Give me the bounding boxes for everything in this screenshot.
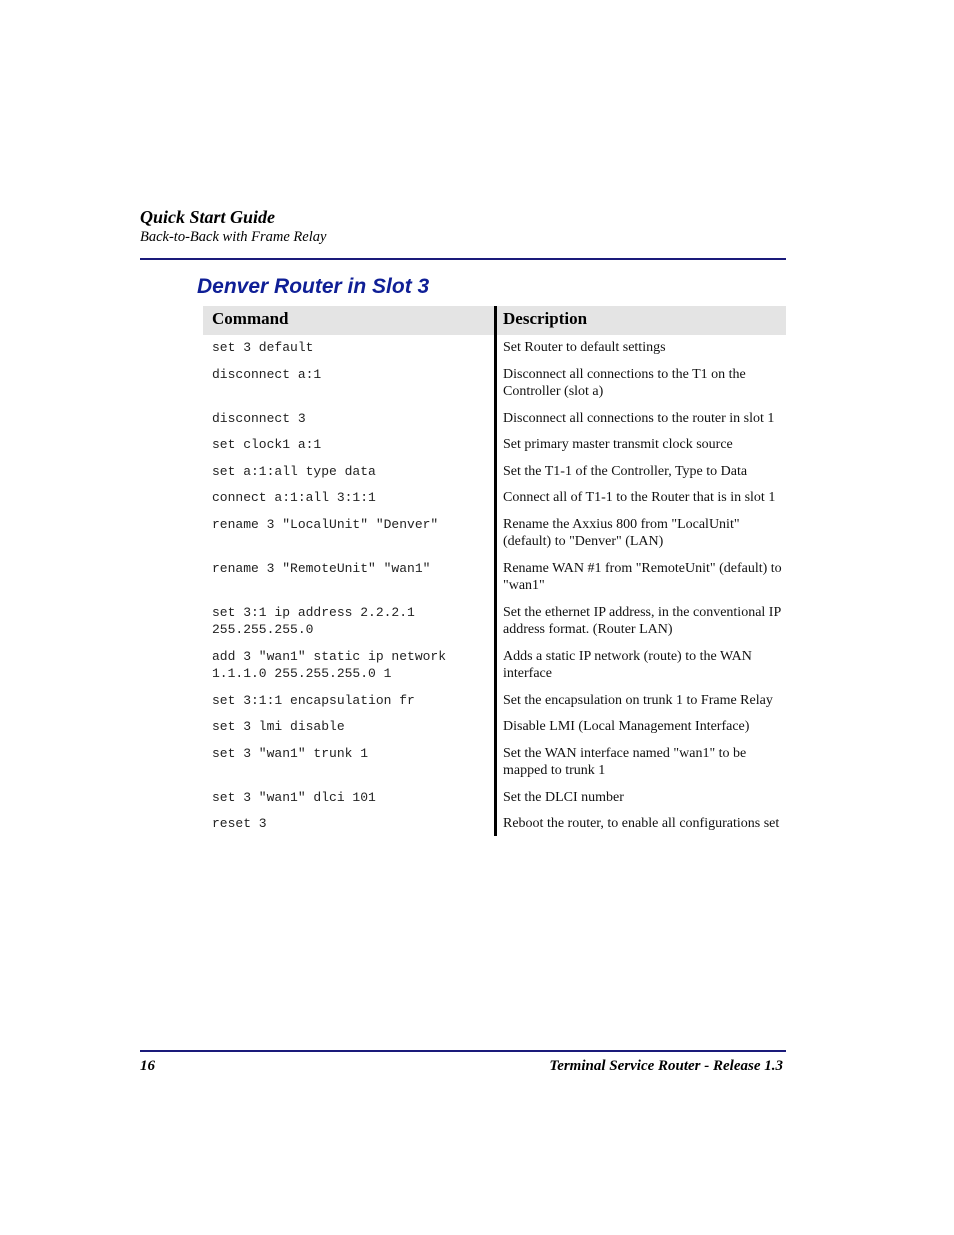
description-cell: Rename WAN #1 from "RemoteUnit" (default) to "wan1": [503, 560, 782, 593]
command-cell: connect a:1:all 3:1:1: [212, 490, 376, 505]
command-cell: rename 3 "RemoteUnit" "wan1": [212, 560, 431, 576]
command-cell: set 3 lmi disable: [212, 719, 345, 734]
footer-rule: [140, 1050, 786, 1052]
description-cell: Set the ethernet IP address, in the conventional IP address format. (Router LAN): [503, 604, 781, 637]
command-cell: set 3 default: [212, 340, 314, 355]
command-cell: set clock1 a:1: [212, 437, 322, 452]
description-cell: Set the WAN interface named "wan1" to be mapped to trunk 1: [503, 745, 747, 778]
description-cell: Disconnect all connections to the router in slot 1: [503, 410, 775, 426]
column-header-description: Description: [503, 309, 588, 328]
header-subtitle: Back-to-Back with Frame Relay: [140, 229, 327, 245]
command-cell: add 3 "wan1" static ip network 1.1.1.0 255.255.255.0 1: [212, 648, 454, 681]
description-cell: Disable LMI (Local Management Interface): [503, 719, 750, 734]
page-number: 16: [140, 1058, 155, 1074]
footer-doc-title: Terminal Service Router - Release 1.3: [549, 1058, 783, 1074]
description-cell: Set the DLCI number: [503, 789, 624, 805]
description-cell: Rename the Axxius 800 from "LocalUnit" (default) to "Denver" (LAN): [503, 516, 740, 549]
command-cell: set 3 "wan1" trunk 1: [212, 745, 369, 761]
command-cell: set a:1:all type data: [212, 463, 376, 479]
command-cell: reset 3: [212, 816, 267, 831]
header-rule: [140, 258, 786, 260]
command-cell: disconnect a:1: [212, 366, 322, 382]
command-cell: rename 3 "LocalUnit" "Denver": [212, 516, 439, 532]
command-cell: disconnect 3: [212, 410, 306, 426]
description-cell: Set the T1-1 of the Controller, Type to Data: [503, 463, 748, 479]
section-title: Denver Router in Slot 3: [197, 275, 430, 298]
command-cell: set 3:1 ip address 2.2.2.1 255.255.255.0: [212, 604, 423, 637]
description-cell: Connect all of T1-1 to the Router that is in slot 1: [503, 490, 776, 505]
column-divider: [494, 306, 497, 836]
header-title: Quick Start Guide: [140, 207, 276, 227]
description-cell: Adds a static IP network (route) to the WAN interface: [503, 648, 752, 681]
description-cell: Set primary master transmit clock source: [503, 437, 733, 452]
command-cell: set 3 "wan1" dlci 101: [212, 789, 376, 805]
command-table: [203, 306, 786, 838]
description-cell: Reboot the router, to enable all configurations set: [503, 816, 780, 831]
description-cell: Set Router to default settings: [503, 340, 666, 355]
column-header-command: Command: [212, 309, 289, 328]
command-cell: set 3:1:1 encapsulation fr: [212, 692, 415, 708]
description-cell: Set the encapsulation on trunk 1 to Frame Relay: [503, 692, 773, 708]
description-cell: Disconnect all connections to the T1 on the Controller (slot a): [503, 366, 746, 399]
